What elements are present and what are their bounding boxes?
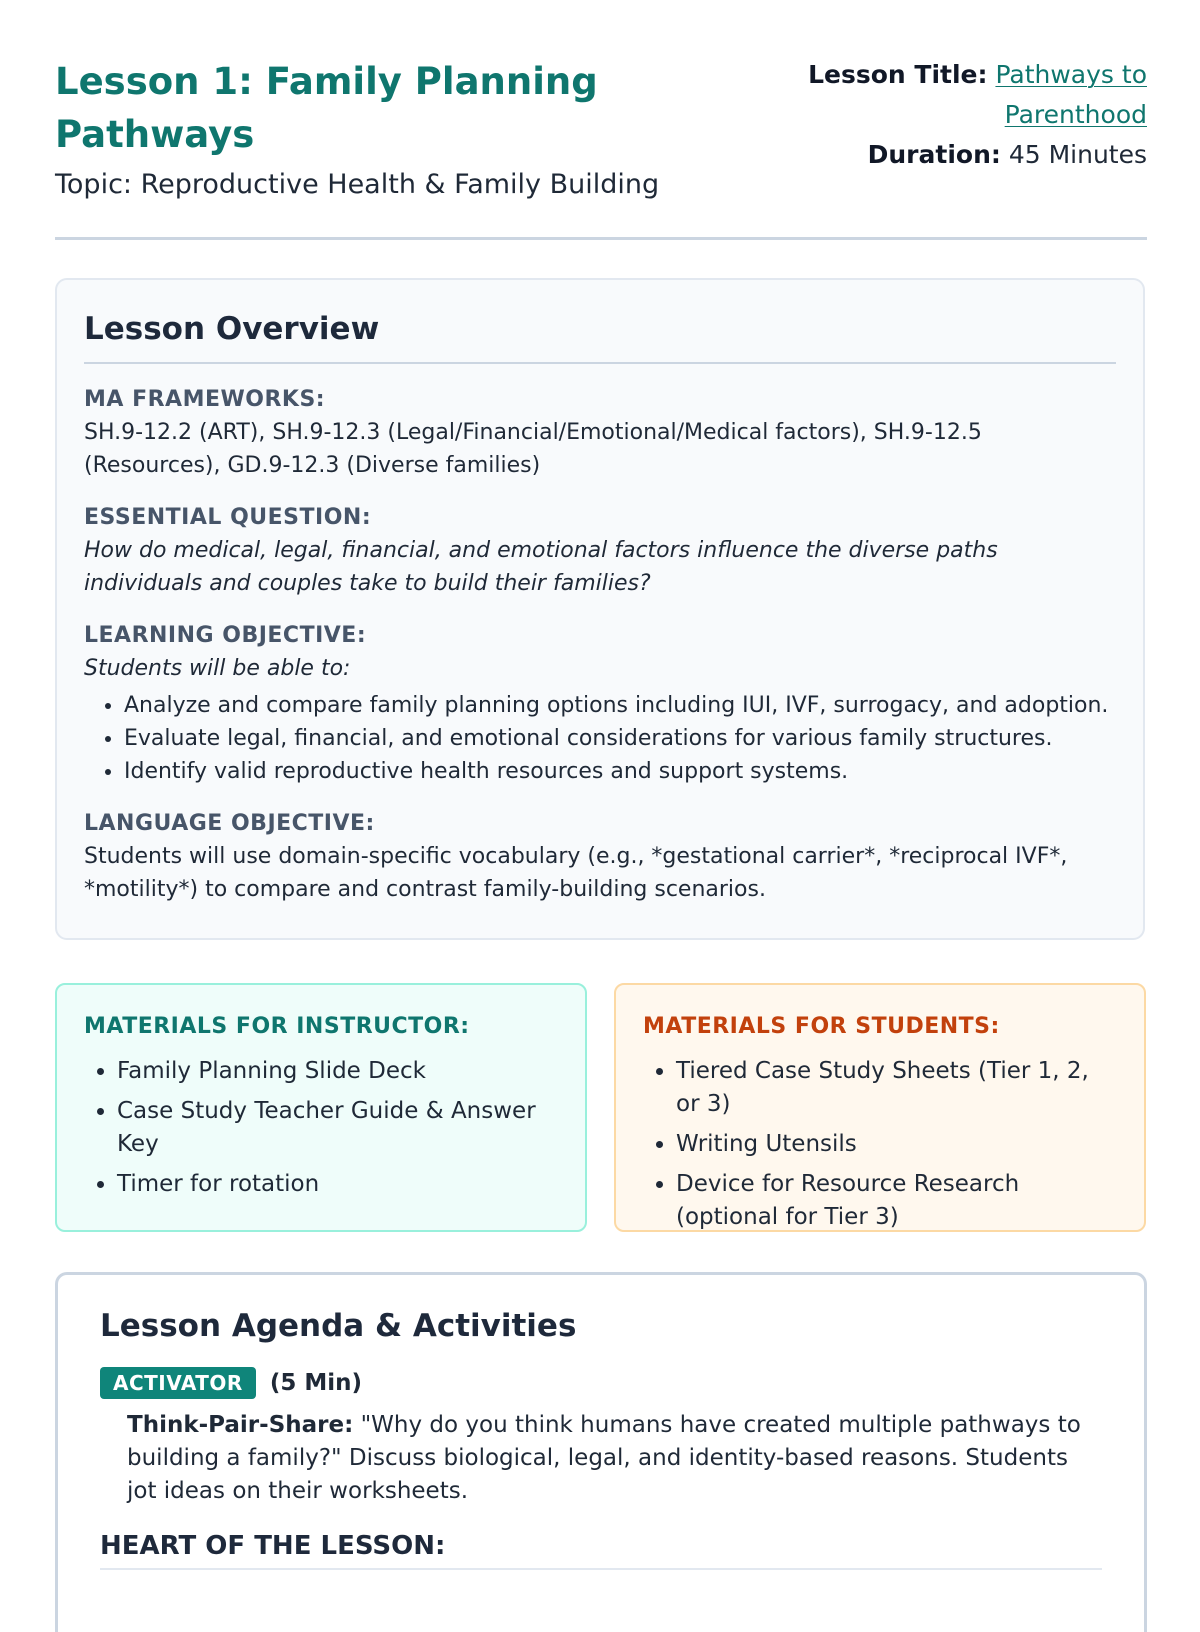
list-item: • Analyze and compare family planning options including IUI, IVF, surrogacy, and adoption.	[124, 689, 1116, 722]
list-item: • Timer for rotation	[117, 1168, 558, 1201]
overview-heading: Lesson Overview	[84, 304, 1116, 364]
list-item: • Device for Resource Research (optional for Tier 3)	[676, 1168, 1117, 1234]
learning-objective-list	[84, 689, 1116, 788]
list-item: • Writing Utensils	[676, 1128, 1117, 1161]
learning-objective-intro: Students will be able to:	[84, 656, 351, 681]
duration-line	[787, 135, 1147, 175]
activator-badge: ACTIVATOR	[100, 1367, 256, 1399]
frameworks-text: SH.9-12.2 (ART), SH.9-12.3 (Legal/Financial/Emotional/Medical factors), SH.9-12.5 (Resources), GD.9-12.3 (Diverse families)	[84, 420, 982, 478]
activator-duration: (5 Min)	[269, 1370, 363, 1396]
essential-question-label: ESSENTIAL QUESTION:	[84, 505, 372, 530]
topic-subtitle: Topic: Reproductive Health & Family Building	[55, 169, 660, 200]
lesson-title-link[interactable]: Pathways to Parenthood	[995, 60, 1147, 129]
language-objective-text: Students will use domain-specific vocabulary (e.g., *gestational carrier*, *reciprocal IVF*, *motility*) to compare and contrast family-building scenarios.	[84, 844, 1068, 902]
activator-row	[100, 1367, 1102, 1399]
essential-question-section	[84, 501, 1116, 600]
materials-instructor-list	[84, 1055, 558, 1201]
frameworks-label: MA FRAMEWORKS:	[84, 387, 326, 412]
list-item: • Evaluate legal, financial, and emotional considerations for various family structures.	[124, 722, 1116, 755]
lesson-title-line	[787, 55, 1147, 135]
list-item: • Identify valid reproductive health resources and support systems.	[124, 755, 1116, 788]
learning-objective-label: LEARNING OBJECTIVE:	[84, 623, 367, 648]
agenda-heading: Lesson Agenda & Activities	[100, 1308, 577, 1344]
materials-instructor-card	[55, 983, 587, 1232]
materials-students-heading: MATERIALS FOR STUDENTS:	[643, 1014, 1000, 1039]
lesson-title-label: Lesson Title:	[808, 60, 988, 89]
list-item: • Tiered Case Study Sheets (Tier 1, 2, or 3)	[676, 1055, 1117, 1121]
lesson-overview-card	[55, 278, 1145, 940]
duration-value: 45 Minutes	[1008, 140, 1147, 169]
frameworks-section	[84, 383, 1116, 482]
activator-text: "Why do you think humans have created multiple pathways to building a family?" Discuss biological, legal, and identity-based reasons. Students jot ideas on their worksheets.	[127, 1412, 1081, 1504]
essential-question-text: How do medical, legal, financial, and emotional factors influence the diverse paths individuals and couples take to build their families?	[84, 538, 998, 596]
header	[55, 55, 1147, 240]
lesson-meta	[787, 55, 1147, 175]
materials-students-list	[643, 1055, 1117, 1234]
list-item: • Family Planning Slide Deck	[117, 1055, 558, 1088]
page-title: Lesson 1: Family Planning Pathways	[55, 60, 598, 156]
list-item: • Case Study Teacher Guide & Answer Key	[117, 1095, 558, 1161]
language-objective-section	[84, 807, 1116, 906]
materials-instructor-heading: MATERIALS FOR INSTRUCTOR:	[84, 1014, 470, 1039]
learning-objective-section	[84, 619, 1116, 788]
language-objective-label: LANGUAGE OBJECTIVE:	[84, 811, 375, 836]
activator-lead: Think-Pair-Share:	[127, 1412, 354, 1438]
agenda-card	[55, 1272, 1147, 1632]
activator-description	[127, 1409, 1102, 1508]
heart-of-lesson-heading: HEART OF THE LESSON:	[100, 1528, 1102, 1570]
materials-students-card	[614, 983, 1146, 1232]
duration-label: Duration:	[867, 140, 1001, 169]
